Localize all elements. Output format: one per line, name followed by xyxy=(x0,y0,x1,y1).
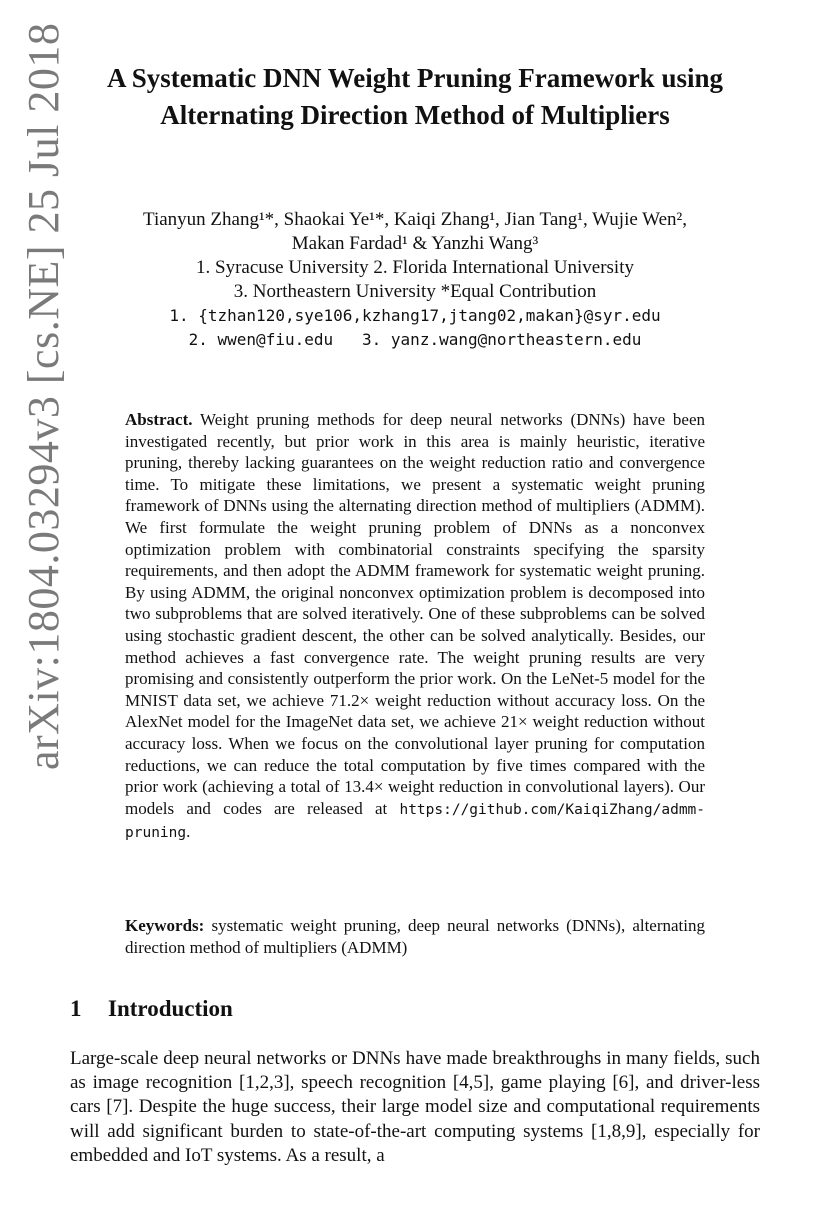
section-title: Introduction xyxy=(108,996,233,1021)
section-heading xyxy=(70,996,233,1022)
keywords-text: systematic weight pruning, deep neural networks (DNNs), alternating direction method of multipliers (ADMM) xyxy=(125,916,706,957)
email-line-1: 1. {tzhan120,sye106,kzhang17,jtang02,makan}@syr.edu xyxy=(169,306,661,325)
abstract-text: Weight pruning methods for deep neural networks (DNNs) have been investigated recently, but prior work in this area is mainly heuristic, iterative pruning, thereby lacking guarantees on the weight reduction ratio and convergence time. To mitigate these limitations, we present a systematic weight pruning framework of DNNs using the alternating direction method of multipliers (ADMM). We first formulate the weight pruning problem of DNNs as a nonconvex optimization problem with combinatorial constraints specifying the sparsity requirements, and then adopt the ADMM framework for systematic weight pruning. By using ADMM, the original nonconvex optimization problem is decomposed into two subproblems that are solved iteratively. One of these subproblems can be solved using stochastic gradient descent, the other can be solved analytically. Besides, our method achieves a fast convergence rate. The weight pruning results are very promising and consistently outperform the prior work. On the LeNet-5 model for the MNIST data set, we achieve 71.2× weight reduction without accuracy loss. On the AlexNet model for the ImageNet data set, we achieve 21× weight reduction without accuracy loss. When we focus on the convolutional layer pruning for computation reductions, we can reduce the total computation by five times compared with the prior work (achieving a total of 13.4× weight reduction in convolutional layers). Our models and codes are released at xyxy=(125,410,706,818)
affiliation-line-2: 3. Northeastern University *Equal Contribution xyxy=(233,281,597,302)
introduction-paragraph: Large-scale deep neural networks or DNNs have made breakthroughs in many fields, such as image recognition [1,2,3], speech recognition [4,5], game playing [6], and driver-less cars [7]. Despite the huge success, their large model size and computational requirements will add significant burden to state-of-the-art computing systems [1,8,9], especially for embedded and IoT systems. As a result, a xyxy=(70,1048,760,1166)
email-line-2: 2. wwen@fiu.edu 3. yanz.wang@northeastern.edu xyxy=(188,330,642,349)
arxiv-identifier: arXiv:1804.03294v3 [cs.NE] 25 Jul 2018 xyxy=(19,22,68,770)
author-names-line-1: Tianyun Zhang¹*, Shaokai Ye¹*, Kaiqi Zhang¹, Jian Tang¹, Wujie Wen², xyxy=(143,209,687,230)
keywords-label: Keywords: xyxy=(125,916,205,935)
abstract-label: Abstract. xyxy=(125,410,193,429)
author-block xyxy=(70,208,760,352)
keywords xyxy=(125,915,705,958)
code-repository-link[interactable]: https://github.com/KaiqiZhang/admm-pruning xyxy=(125,801,706,842)
paper-title: A Systematic DNN Weight Pruning Framework using Alternating Direction Method of Multipliers xyxy=(106,63,723,130)
author-names-line-2: Makan Fardad¹ & Yanzhi Wang³ xyxy=(291,233,539,254)
section-number: 1 xyxy=(70,996,82,1021)
affiliation-line-1: 1. Syracuse University 2. Florida International University xyxy=(196,257,634,278)
abstract-end-period: . xyxy=(186,822,191,842)
abstract xyxy=(125,409,705,845)
